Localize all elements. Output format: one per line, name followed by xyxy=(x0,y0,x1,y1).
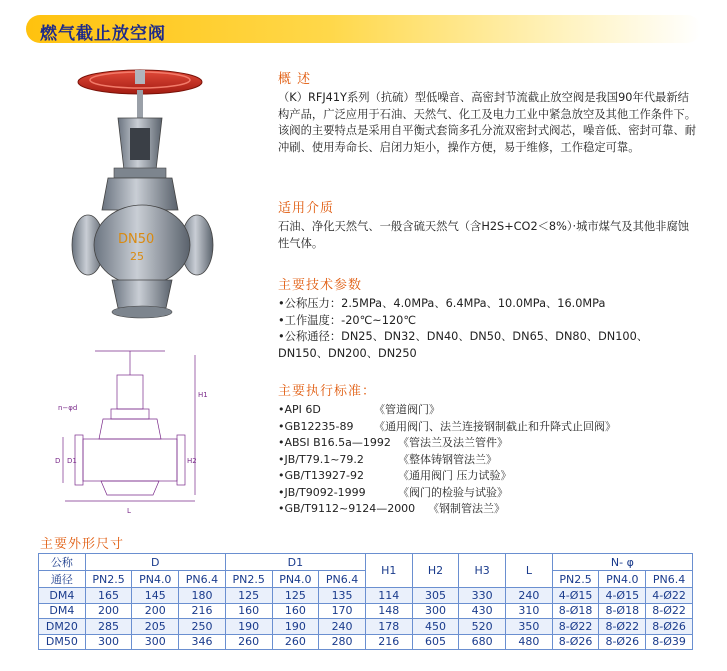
drawing-label-d: D xyxy=(55,457,61,465)
table-header-row xyxy=(39,554,693,571)
table-cell: 430 xyxy=(459,603,506,619)
table-cell: 310 xyxy=(506,603,553,619)
drawing-label-h1: H1 xyxy=(198,391,208,399)
header-pn: PN2.5 xyxy=(85,571,132,588)
table-cell: 8-Ø22 xyxy=(646,603,693,619)
table-cell: 125 xyxy=(225,588,272,604)
standard-name: 《钢制管法兰》 xyxy=(428,502,505,515)
table-cell: 125 xyxy=(272,588,319,604)
medium-title: 适用介质 xyxy=(278,201,335,216)
standard-item xyxy=(278,485,698,502)
standard-code: •GB/T9112~9124—2000 xyxy=(278,502,416,515)
table-cell: 148 xyxy=(365,603,412,619)
drawing-label-l: L xyxy=(127,507,131,515)
table-cell: 4-Ø15 xyxy=(599,588,646,604)
standard-item xyxy=(278,468,698,485)
table-cell: 180 xyxy=(179,588,226,604)
params-line: •公称通径：DN25、DN32、DN40、DN50、DN65、DN80、DN100、DN150、DN200、DN250 xyxy=(278,330,649,360)
header-d: D xyxy=(85,554,225,571)
table-cell: 145 xyxy=(132,588,179,604)
header-pn: PN4.0 xyxy=(272,571,319,588)
standard-code: •JB/T79.1~79.2 xyxy=(278,452,364,466)
table-cell: 300 xyxy=(85,634,132,650)
table-cell: 4-Ø22 xyxy=(646,588,693,604)
page-title: 燃气截止放空阀 xyxy=(40,24,166,44)
header-nominal: 公称 xyxy=(39,554,86,571)
standards-section xyxy=(278,380,698,518)
table-cell: 114 xyxy=(365,588,412,604)
table-cell: 135 xyxy=(319,588,366,604)
photo-label-dn: DN50 xyxy=(118,232,155,247)
dimensions-body xyxy=(39,588,693,650)
table-cell: 4-Ø15 xyxy=(552,588,599,604)
params-title: 主要技术参数 xyxy=(278,278,363,293)
standard-code: •JB/T9092-1999 xyxy=(278,485,366,499)
table-cell: 330 xyxy=(459,588,506,604)
table-cell: 240 xyxy=(319,619,366,635)
header-pn: PN4.0 xyxy=(599,571,646,588)
table-cell: 8-Ø18 xyxy=(552,603,599,619)
standard-item xyxy=(278,501,698,518)
table-cell: 8-Ø22 xyxy=(599,619,646,635)
photo-label-pn: 25 xyxy=(130,250,144,263)
table-cell: 178 xyxy=(365,619,412,635)
dimension-drawing xyxy=(55,345,208,520)
table-row xyxy=(39,619,693,635)
standard-item xyxy=(278,435,698,452)
table-cell: 165 xyxy=(85,588,132,604)
table-cell: 680 xyxy=(459,634,506,650)
header-pn: PN6.4 xyxy=(646,571,693,588)
header-h2: H2 xyxy=(412,554,459,588)
dimensions-title: 主要外形尺寸 xyxy=(40,537,125,552)
table-cell: 200 xyxy=(132,603,179,619)
header-pn: PN4.0 xyxy=(132,571,179,588)
header-n-phi: N- φ xyxy=(552,554,692,571)
standard-item xyxy=(278,419,698,436)
standard-name: 《阀门的检验与试验》 xyxy=(398,485,508,499)
table-cell: 8-Ø22 xyxy=(552,619,599,635)
table-cell: 216 xyxy=(179,603,226,619)
overview-title: 概 述 xyxy=(278,72,312,87)
table-cell: 8-Ø26 xyxy=(599,634,646,650)
overview-section xyxy=(278,68,698,156)
table-cell: 8-Ø18 xyxy=(599,603,646,619)
table-cell: 280 xyxy=(319,634,366,650)
params-line: •公称压力：2.5MPa、4.0MPa、6.4MPa、10.0MPa、16.0MPa xyxy=(278,297,606,310)
table-cell: 260 xyxy=(225,634,272,650)
table-row xyxy=(39,588,693,604)
standard-name: 《通用阀门、法兰连接钢制截止和升降式止回阀》 xyxy=(374,419,616,433)
table-row xyxy=(39,603,693,619)
table-cell: 200 xyxy=(85,603,132,619)
standard-code: •ABSI B16.5a—1992 xyxy=(278,436,391,449)
standard-name: 《管道阀门》 xyxy=(374,403,440,416)
table-cell: DM4 xyxy=(39,588,86,604)
table-cell: 205 xyxy=(132,619,179,635)
header-h1: H1 xyxy=(365,554,412,588)
standard-item xyxy=(278,452,698,469)
header-l: L xyxy=(506,554,553,588)
table-row xyxy=(39,634,693,650)
params-section xyxy=(278,274,698,362)
table-cell: 190 xyxy=(272,619,319,635)
header-banner xyxy=(26,15,701,43)
standard-item xyxy=(278,402,698,419)
table-cell: 285 xyxy=(85,619,132,635)
table-cell: 300 xyxy=(412,603,459,619)
dimensions-table xyxy=(38,553,693,650)
table-cell: 190 xyxy=(225,619,272,635)
table-cell: 305 xyxy=(412,588,459,604)
table-cell: 8-Ø39 xyxy=(646,634,693,650)
table-cell: 480 xyxy=(506,634,553,650)
standards-title: 主要执行标准： xyxy=(278,384,377,399)
drawing-label-nphi: n−φd xyxy=(58,404,78,412)
table-cell: DM4 xyxy=(39,603,86,619)
table-cell: 170 xyxy=(319,603,366,619)
standard-name: 《管法兰及法兰管件》 xyxy=(398,436,508,449)
table-cell: 8-Ø26 xyxy=(552,634,599,650)
table-cell: DM20 xyxy=(39,619,86,635)
standard-name: 《整体铸钢管法兰》 xyxy=(398,452,497,466)
table-cell: 250 xyxy=(179,619,226,635)
table-cell: 260 xyxy=(272,634,319,650)
drawing-label-d1: D1 xyxy=(67,457,77,465)
standard-name: 《通用阀门 压力试验》 xyxy=(398,469,512,482)
header-pn: PN2.5 xyxy=(552,571,599,588)
valve-photo xyxy=(60,60,225,325)
medium-text: 石油、净化天然气、一般含硫天然气（含H2S+CO2＜8%）·城市煤气及其他非腐蚀性气体。 xyxy=(278,220,690,250)
table-cell: 605 xyxy=(412,634,459,650)
table-cell: 216 xyxy=(365,634,412,650)
table-cell: 300 xyxy=(132,634,179,650)
standard-code: •API 6D xyxy=(278,403,321,416)
standard-code: •GB12235-89 xyxy=(278,419,354,433)
drawing-label-h2: H2 xyxy=(187,457,197,465)
table-cell: 520 xyxy=(459,619,506,635)
table-cell: 160 xyxy=(272,603,319,619)
overview-text: （K）RFJ41Y系列（抗硫）型低噪音、高密封节流截止放空阀是我国90年代最新结构产品，广泛应用于石油、天然气、化工及电力工业中紧急放空及其他工作条件下。该阀的主要特点是采用自平衡式套筒多孔分流双密封式阀芯，噪音低、密封可靠、耐冲刷、使用寿命长、启闭力矩小，操作方便，易于维修，工作稳定可靠。 xyxy=(278,91,696,154)
table-cell: 450 xyxy=(412,619,459,635)
header-pn: PN6.4 xyxy=(179,571,226,588)
header-d1: D1 xyxy=(225,554,365,571)
header-h3: H3 xyxy=(459,554,506,588)
table-cell: 160 xyxy=(225,603,272,619)
table-cell: 8-Ø26 xyxy=(646,619,693,635)
table-cell: 346 xyxy=(179,634,226,650)
params-line: •工作温度：-20℃~120℃ xyxy=(278,313,417,327)
table-cell: DM50 xyxy=(39,634,86,650)
medium-section xyxy=(278,197,698,252)
standard-code: •GB/T13927-92 xyxy=(278,469,364,482)
header-pn: PN6.4 xyxy=(319,571,366,588)
table-cell: 240 xyxy=(506,588,553,604)
header-pn: PN2.5 xyxy=(225,571,272,588)
table-cell: 350 xyxy=(506,619,553,635)
header-nominal-2: 通径 xyxy=(39,571,86,588)
